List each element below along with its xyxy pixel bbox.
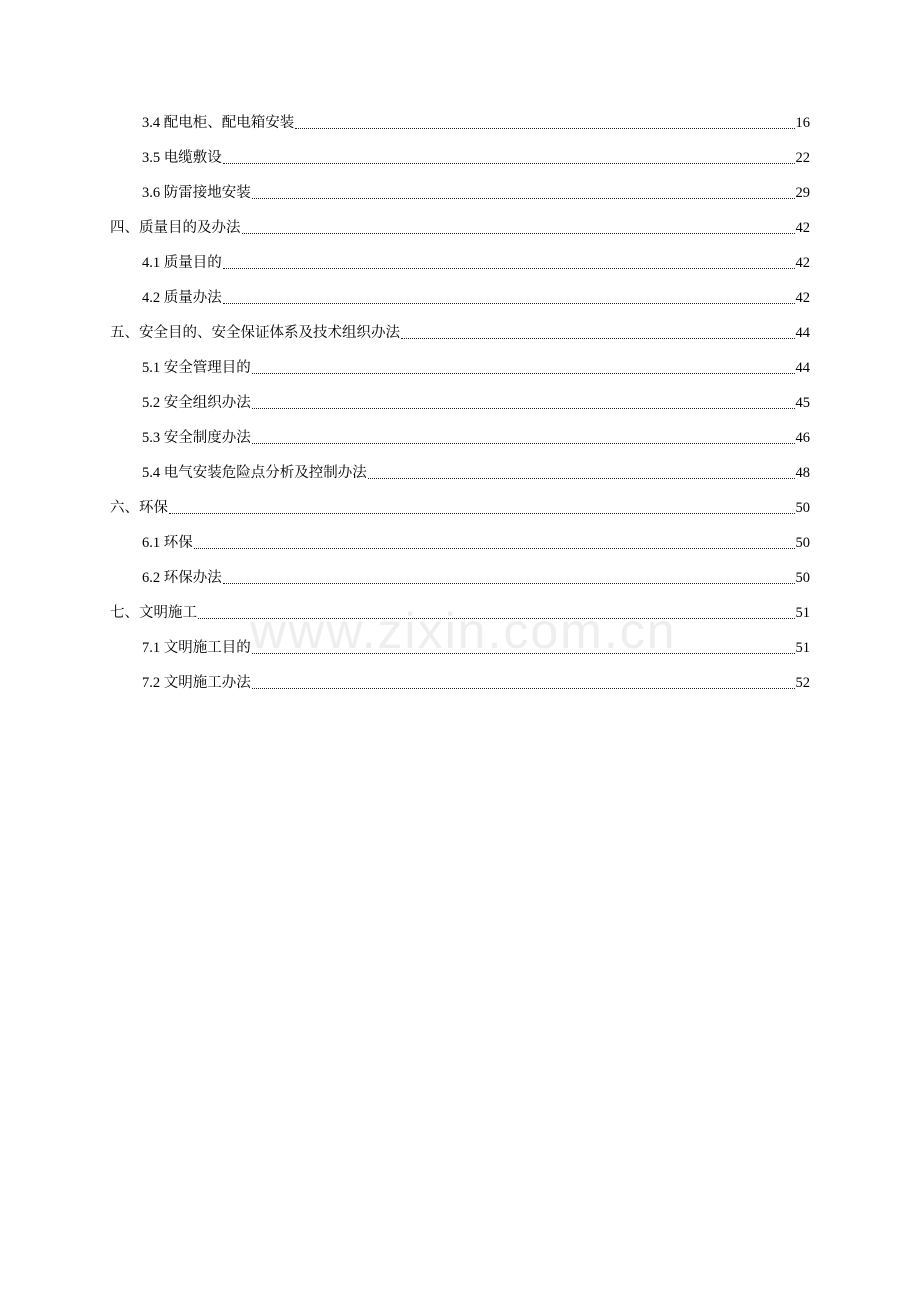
toc-leader-dots — [223, 254, 795, 274]
toc-entry-7-1[interactable] — [142, 624, 810, 659]
toc-leader-dots — [252, 639, 795, 659]
toc-entry-5-4[interactable] — [142, 449, 810, 484]
toc-entry-label: 4.2 质量办法 — [142, 290, 222, 306]
toc-leader-dots — [194, 534, 795, 554]
toc-leader-dots — [252, 394, 795, 414]
toc-entry-label: 七、文明施工 — [110, 605, 197, 621]
toc-leader-dots — [223, 289, 795, 309]
toc-entry-section-7[interactable] — [110, 589, 810, 624]
toc-entry-section-5[interactable] — [110, 309, 810, 344]
toc-leader-dots — [252, 359, 795, 379]
toc-entry-page: 51 — [795, 605, 810, 621]
toc-entry-page: 44 — [795, 360, 810, 376]
toc-entry-page: 51 — [795, 640, 810, 656]
toc-leader-dots — [223, 569, 795, 589]
toc-entry-5-2[interactable] — [142, 379, 810, 414]
toc-entry-page: 29 — [795, 185, 810, 201]
toc-leader-dots — [295, 114, 794, 134]
toc-entry-page: 42 — [795, 220, 810, 236]
toc-entry-label: 五、安全目的、安全保证体系及技术组织办法 — [110, 325, 400, 341]
toc-entry-6-2[interactable] — [142, 554, 810, 589]
toc-entry-label: 3.4 配电柜、配电箱安装 — [142, 115, 295, 131]
toc-entry-4-1[interactable] — [142, 239, 810, 274]
toc-leader-dots — [252, 429, 795, 449]
toc-entry-label: 5.3 安全制度办法 — [142, 430, 251, 446]
toc-entry-label: 3.5 电缆敷设 — [142, 150, 222, 166]
toc-entry-5-1[interactable] — [142, 344, 810, 379]
toc-leader-dots — [252, 674, 795, 694]
toc-leader-dots — [242, 219, 795, 239]
toc-entry-5-3[interactable] — [142, 414, 810, 449]
toc-entry-label: 六、环保 — [110, 500, 168, 516]
watermark: www.zixin.com.cn — [250, 603, 677, 659]
toc-entry-page: 22 — [795, 150, 810, 166]
toc-entry-4-2[interactable] — [142, 274, 810, 309]
toc-entry-label: 5.2 安全组织办法 — [142, 395, 251, 411]
toc-entry-label: 4.1 质量目的 — [142, 255, 222, 271]
toc-leader-dots — [401, 324, 795, 344]
toc-entry-page: 46 — [795, 430, 810, 446]
toc-entry-label: 6.2 环保办法 — [142, 570, 222, 586]
toc-entry-label: 四、质量目的及办法 — [110, 220, 241, 236]
toc-entry-page: 50 — [795, 535, 810, 551]
toc-entry-label: 7.1 文明施工目的 — [142, 640, 251, 656]
toc-entry-section-4[interactable] — [110, 204, 810, 239]
toc-entry-page: 16 — [795, 115, 810, 131]
toc-entry-page: 50 — [795, 570, 810, 586]
toc-leader-dots — [223, 149, 795, 169]
toc-leader-dots — [198, 604, 795, 624]
toc-entry-3-5[interactable] — [142, 134, 810, 169]
toc-entry-label: 7.2 文明施工办法 — [142, 675, 251, 691]
toc-entry-page: 45 — [795, 395, 810, 411]
toc-entry-6-1[interactable] — [142, 519, 810, 554]
toc-leader-dots — [169, 499, 795, 519]
toc-entry-label: 5.4 电气安装危险点分析及控制办法 — [142, 465, 367, 481]
toc-leader-dots — [368, 464, 795, 484]
toc-entry-label: 3.6 防雷接地安装 — [142, 185, 251, 201]
toc-entry-3-4[interactable] — [142, 99, 810, 134]
toc-entry-page: 48 — [795, 465, 810, 481]
toc-leader-dots — [252, 184, 795, 204]
toc-entry-label: 5.1 安全管理目的 — [142, 360, 251, 376]
toc-entry-page: 44 — [795, 325, 810, 341]
toc-entry-page: 42 — [795, 290, 810, 306]
toc-entry-section-6[interactable] — [110, 484, 810, 519]
toc-entry-page: 52 — [795, 675, 810, 691]
toc-entry-label: 6.1 环保 — [142, 535, 193, 551]
toc-entry-page: 42 — [795, 255, 810, 271]
toc-entry-7-2[interactable] — [142, 659, 810, 694]
toc-entry-page: 50 — [795, 500, 810, 516]
toc-entry-3-6[interactable] — [142, 169, 810, 204]
